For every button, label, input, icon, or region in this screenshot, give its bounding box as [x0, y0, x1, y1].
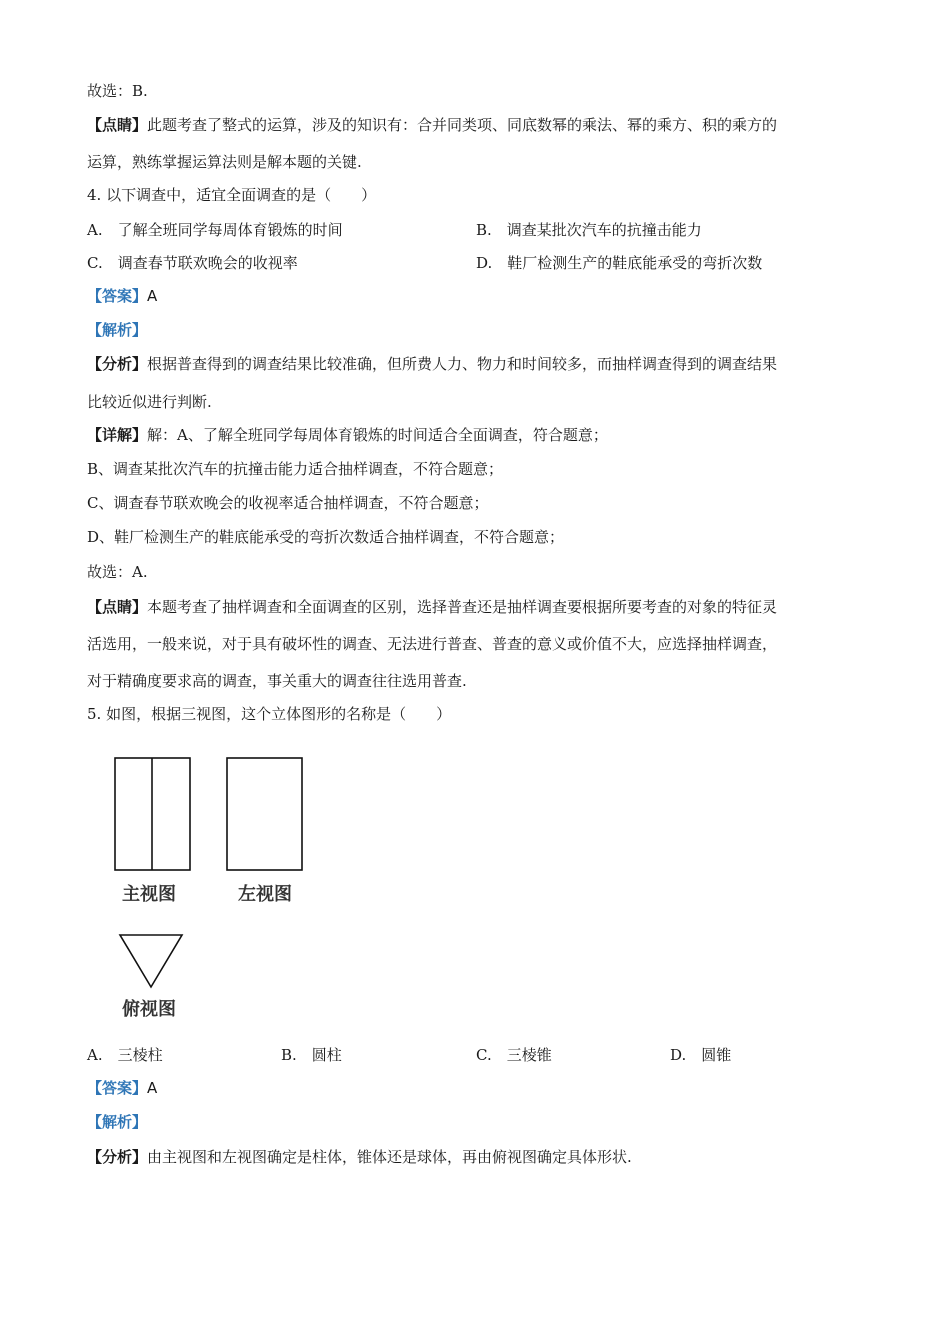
q4-answer-value: A	[147, 287, 158, 305]
q5-answer-line	[87, 1078, 157, 1098]
note1-line-1	[87, 115, 777, 135]
left-view-shape	[227, 758, 302, 870]
question-5-stem: 5. 如图，根据三视图，这个立体图形的名称是（ ）	[87, 705, 452, 723]
note2-line-1	[87, 597, 777, 617]
q4-analysis-text-1: 根据普查得到的调查结果比较准确，但所费人力、物力和时间较多，而抽样调查得到的调查结果	[147, 355, 778, 373]
q5-analysis-text: 由主视图和左视图确定是柱体，锥体还是球体，再由俯视图确定具体形状.	[147, 1148, 632, 1166]
q5-option-d: D. 圆锥	[670, 1046, 732, 1064]
answer-tag: 【答案】	[87, 287, 148, 305]
top-view-shape	[120, 935, 182, 987]
question-4-stem: 4. 以下调查中，适宜全面调查的是（ ）	[87, 186, 377, 204]
note2-line-2: 活选用，一般来说，对于具有破坏性的调查、无法进行普查、普查的意义或价值不大，应选择抽样调查，	[87, 635, 778, 653]
answer-tag: 【答案】	[87, 1079, 148, 1097]
note1-line-2: 运算，熟练掌握运算法则是解本题的关键.	[87, 153, 362, 171]
q4-option-a: A. 了解全班同学每周体育锻炼的时间	[87, 221, 343, 239]
q5-analysis-line	[87, 1147, 632, 1167]
choose-a-line: 故选：A.	[87, 563, 148, 581]
left-view-label: 左视图	[238, 884, 292, 905]
q4-option-d: D. 鞋厂检测生产的鞋底能承受的弯折次数	[476, 254, 763, 272]
q4-detail-line-3: C、调查春节联欢晚会的收视率适合抽样调查，不符合题意；	[87, 494, 489, 512]
note-tag: 【点睛】	[87, 116, 148, 134]
analysis-tag: 【分析】	[87, 355, 148, 373]
q4-analysis-line-1	[87, 354, 777, 374]
q4-answer-line	[87, 286, 157, 306]
q5-answer-value: A	[147, 1079, 158, 1097]
note1-text-1: 此题考查了整式的运算，涉及的知识有：合并同类项、同底数幂的乘法、幂的乘方、积的乘方的	[147, 116, 778, 134]
jiexi-tag: 【解析】	[87, 321, 148, 339]
q5-option-b: B. 圆柱	[281, 1046, 342, 1064]
q5-option-a: A. 三棱柱	[87, 1046, 163, 1064]
front-view-label: 主视图	[122, 884, 176, 905]
note-tag: 【点睛】	[87, 598, 148, 616]
q4-option-c: C. 调查春节联欢晚会的收视率	[87, 254, 298, 272]
front-view-shape	[115, 758, 190, 870]
q4-jiexi-line	[87, 320, 147, 340]
analysis-tag: 【分析】	[87, 1148, 148, 1166]
choose-b-line: 故选：B.	[87, 82, 148, 100]
jiexi-tag: 【解析】	[87, 1113, 148, 1131]
q4-detail-line-2: B、调查某批次汽车的抗撞击能力适合抽样调查，不符合题意；	[87, 460, 504, 478]
note2-line-3: 对于精确度要求高的调查，事关重大的调查往往选用普查.	[87, 672, 467, 690]
q4-detail-line-4: D、鞋厂检测生产的鞋底能承受的弯折次数适合抽样调查，不符合题意；	[87, 528, 565, 546]
note2-text-1: 本题考查了抽样调查和全面调查的区别，选择普查还是抽样调查要根据所要考查的对象的特征灵	[147, 598, 778, 616]
q4-analysis-line-2: 比较近似进行判断.	[87, 393, 212, 411]
q4-detail-text-1: 解：A、了解全班同学每周体育锻炼的时间适合全面调查，符合题意；	[147, 426, 608, 444]
detail-tag: 【详解】	[87, 426, 148, 444]
q4-detail-line-1	[87, 425, 608, 445]
q5-jiexi-line	[87, 1112, 147, 1132]
q4-option-b: B. 调查某批次汽车的抗撞击能力	[476, 221, 702, 239]
q5-option-c: C. 三棱锥	[476, 1046, 552, 1064]
top-view-label: 俯视图	[122, 999, 176, 1020]
